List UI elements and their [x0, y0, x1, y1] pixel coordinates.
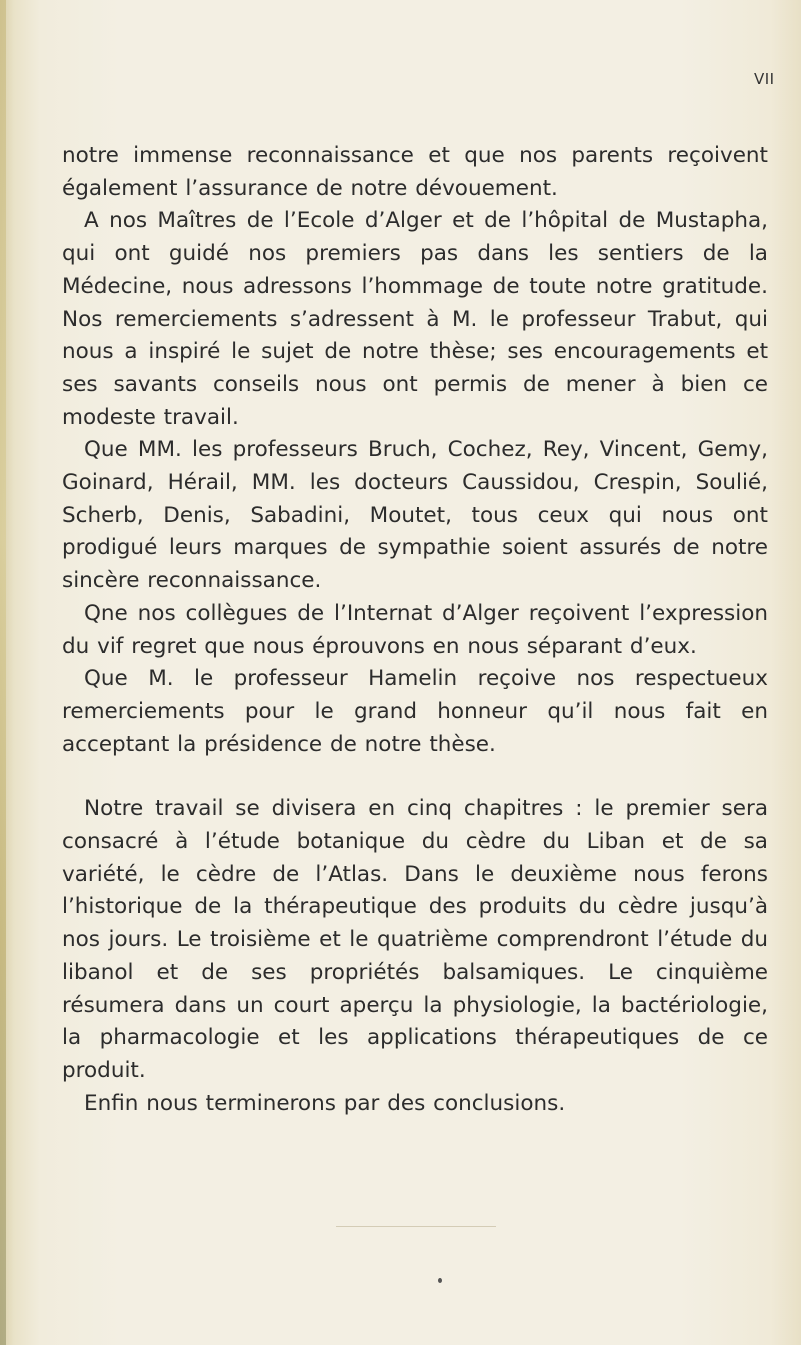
paragraph-professors: Que MM. les professeurs Bruch, Cochez, Rey, Vincent, Gemy, Goinard, Hérail, MM. les docteurs Caussidou, Crespin, Soulié, Scherb, Denis, Sabadini, Moutet, tous ceux qui nous ont prodigué leurs marques de sympathie soient assurés de notre sincère reconnaissance. [62, 437, 768, 594]
body-text [62, 140, 768, 1120]
paragraph-conclusion: Enfin nous terminerons par des conclusions. [84, 1090, 566, 1116]
paragraph-plan: Notre travail se divisera en cinq chapitres : le premier sera consacré à l’étude botanique du cèdre du Liban et de sa variété, le cèdre de l’Atlas. Dans le deuxième nous ferons l’historique de la thérapeutique des produits du cèdre jusqu’à nos jours. Le troisième et le quatrième comprendront l’étude du libanol et de ses propriétés balsamiques. Le cinquième résumera dans un court aperçu la physiologie, la bactériologie, la pharmacologie et les applications thérapeutiques de ce produit. [62, 796, 768, 1083]
paragraph-masters: A nos Maîtres de l’Ecole d’Alger et de l’hôpital de Mustapha, qui ont guidé nos premiers pas dans les sentiers de la Médecine, nous adressons l’hommage de toute notre gratitude. Nos remerciements s’adressent à M. le professeur Trabut, qui nous a inspiré le sujet de notre thèse; ses encouragements et ses savants conseils nous ont permis de mener à bien ce modeste travail. [62, 208, 768, 430]
paragraph-gap [62, 761, 768, 793]
paragraph-continuation: notre immense reconnaissance et que nos parents reçoivent également l’assurance de notre dévouement. [62, 143, 768, 201]
divider-rule [336, 1226, 496, 1227]
page-number: VII [754, 70, 775, 88]
ink-dot [438, 1278, 442, 1283]
paragraph-president: Que M. le professeur Hamelin reçoive nos respectueux remerciements pour le grand honneur qu’il nous fait en acceptant la présidence de notre thèse. [62, 666, 768, 757]
page-edge-shadow [0, 0, 6, 1345]
paragraph-colleagues: Qne nos collègues de l’Internat d’Alger reçoivent l’expression du vif regret que nous éprouvons en nous séparant d’eux. [62, 600, 768, 659]
